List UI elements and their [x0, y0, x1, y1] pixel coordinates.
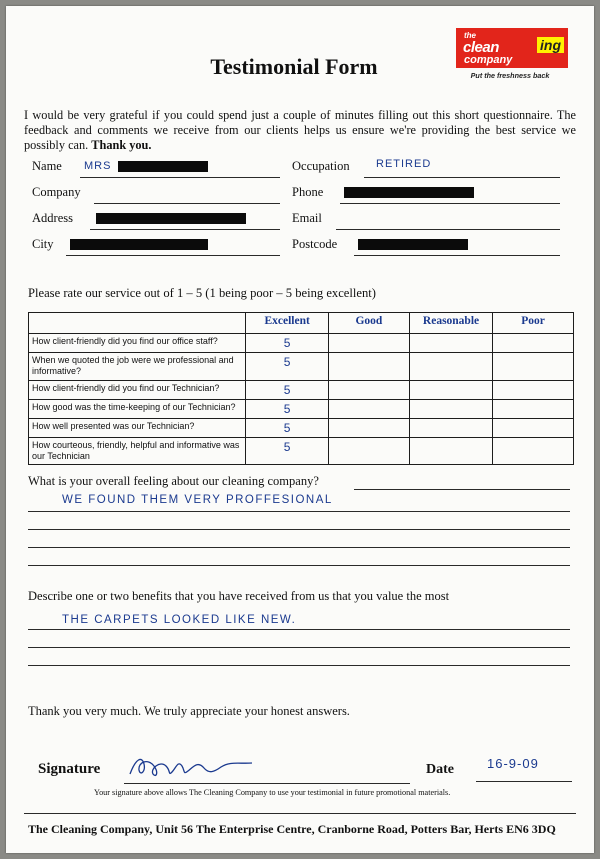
- intro-paragraph: [24, 108, 576, 153]
- row-excellent[interactable]: 5: [246, 334, 328, 353]
- open-1-line-1: [28, 510, 570, 512]
- logo-tagline: Put the freshness back: [470, 71, 550, 80]
- row-good[interactable]: [328, 418, 409, 437]
- label-postcode: Postcode: [292, 237, 338, 251]
- row-reasonable[interactable]: [409, 334, 492, 353]
- row-poor[interactable]: [493, 418, 574, 437]
- header-question: [29, 313, 246, 334]
- row-reasonable[interactable]: [409, 353, 492, 381]
- row-poor[interactable]: [493, 353, 574, 381]
- open-2-line-2: [28, 646, 570, 648]
- row-reasonable[interactable]: [409, 437, 492, 465]
- table-row: [29, 353, 574, 381]
- open-question-2-prompt: Describe one or two benefits that you have received from us that you value the most: [28, 589, 450, 603]
- field-row: [28, 182, 576, 208]
- row-good[interactable]: [328, 334, 409, 353]
- row-question: How well presented was our Technician?: [29, 418, 246, 437]
- rating-heading: Please rate our service out of 1 – 5 (1 being poor – 5 being excellent): [28, 286, 376, 300]
- redaction-city: [70, 239, 208, 250]
- table-row: [29, 399, 574, 418]
- logo-company-text: company: [464, 54, 513, 66]
- table-header-row: [29, 313, 574, 334]
- row-good[interactable]: [328, 437, 409, 465]
- row-excellent[interactable]: 5: [246, 437, 328, 465]
- row-poor[interactable]: [493, 399, 574, 418]
- date-label: Date: [426, 762, 454, 777]
- row-excellent[interactable]: 5: [246, 399, 328, 418]
- redaction-phone: [344, 187, 474, 198]
- signature-ink: [126, 752, 256, 780]
- redaction-postcode: [358, 239, 468, 250]
- intro-text: I would be very grateful if you could spend just a couple of minutes filling out this short questionnaire. The feedback and comments we receive from our clients helps us ensure we're providing the best service we possibly can.: [24, 108, 576, 152]
- redaction-name: [118, 161, 208, 172]
- label-occupation: Occupation: [292, 159, 350, 173]
- signature-line: [124, 782, 410, 784]
- row-excellent[interactable]: 5: [246, 353, 328, 381]
- row-question: How good was the time-keeping of our Technician?: [29, 399, 246, 418]
- logo-cleaning-text: clean: [463, 39, 499, 56]
- date-line: [476, 780, 572, 782]
- row-question: How client-friendly did you find our office staff?: [29, 334, 246, 353]
- row-reasonable[interactable]: [409, 380, 492, 399]
- contact-fields: [28, 156, 576, 260]
- row-question: How client-friendly did you find our Technician?: [29, 380, 246, 399]
- header-good: Good: [328, 313, 409, 334]
- line-address: [90, 228, 280, 230]
- form-page: [6, 6, 594, 853]
- header-excellent: Excellent: [246, 313, 328, 334]
- signature-label: Signature: [38, 761, 101, 777]
- line-company: [94, 202, 280, 204]
- intro-thank-you: Thank you.: [91, 138, 152, 152]
- page-title: Testimonial Form: [210, 54, 378, 79]
- row-excellent[interactable]: 5: [246, 418, 328, 437]
- header-poor: Poor: [493, 313, 574, 334]
- open-1-line-3: [28, 546, 570, 548]
- field-row: [28, 156, 576, 182]
- line-name: [80, 176, 280, 178]
- label-city: City: [32, 237, 54, 251]
- redaction-address: [96, 213, 246, 224]
- date-value[interactable]: 16-9-09: [487, 756, 539, 771]
- field-row: [28, 208, 576, 234]
- signature-note: Your signature above allows The Cleaning Company to use your testimonial in future promotional materials.: [94, 788, 451, 797]
- footer-address: The Cleaning Company, Unit 56 The Enterprise Centre, Cranborne Road, Potters Bar, Herts EN6 3DQ: [28, 822, 556, 836]
- row-reasonable[interactable]: [409, 399, 492, 418]
- thank-you-text: Thank you very much. We truly appreciate your honest answers.: [28, 704, 350, 718]
- row-good[interactable]: [328, 353, 409, 381]
- row-poor[interactable]: [493, 334, 574, 353]
- label-address: Address: [32, 211, 73, 225]
- label-email: Email: [292, 211, 322, 225]
- open-1-line-2: [28, 528, 570, 530]
- row-question: When we quoted the job were we professional and informative?: [29, 353, 246, 381]
- table-row: [29, 418, 574, 437]
- open-2-line-1: [28, 628, 570, 630]
- row-good[interactable]: [328, 399, 409, 418]
- row-reasonable[interactable]: [409, 418, 492, 437]
- logo-the-text: the: [464, 31, 476, 40]
- value-occupation: RETIRED: [376, 158, 432, 170]
- row-good[interactable]: [328, 380, 409, 399]
- rating-table: [28, 312, 574, 465]
- logo-ing-text: ing: [537, 37, 564, 53]
- table-row: [29, 334, 574, 353]
- row-excellent[interactable]: 5: [246, 380, 328, 399]
- line-city: [66, 254, 280, 256]
- open-1-line-4: [28, 564, 570, 566]
- label-company: Company: [32, 185, 81, 199]
- table-row: [29, 380, 574, 399]
- label-phone: Phone: [292, 185, 324, 199]
- footer-divider: [24, 812, 576, 814]
- header-reasonable: Reasonable: [409, 313, 492, 334]
- row-question: How courteous, friendly, helpful and informative was our Technician: [29, 437, 246, 465]
- open-2-line-3: [28, 664, 570, 666]
- line-postcode: [354, 254, 560, 256]
- open-question-1-answer[interactable]: WE FOUND THEM VERY PROFFESIONAL: [62, 494, 333, 506]
- field-row: [28, 234, 576, 260]
- open-question-1-prompt: What is your overall feeling about our cleaning company?: [28, 474, 319, 488]
- label-name: Name: [32, 159, 62, 173]
- open-question-2-answer[interactable]: THE CARPETS LOOKED LIKE NEW.: [62, 614, 297, 626]
- row-poor[interactable]: [493, 437, 574, 465]
- value-name: MRS: [84, 160, 112, 172]
- open-1-line-0: [354, 488, 570, 490]
- line-phone: [340, 202, 560, 204]
- table-row: [29, 437, 574, 465]
- row-poor[interactable]: [493, 380, 574, 399]
- line-email: [336, 228, 560, 230]
- line-occupation: [364, 176, 560, 178]
